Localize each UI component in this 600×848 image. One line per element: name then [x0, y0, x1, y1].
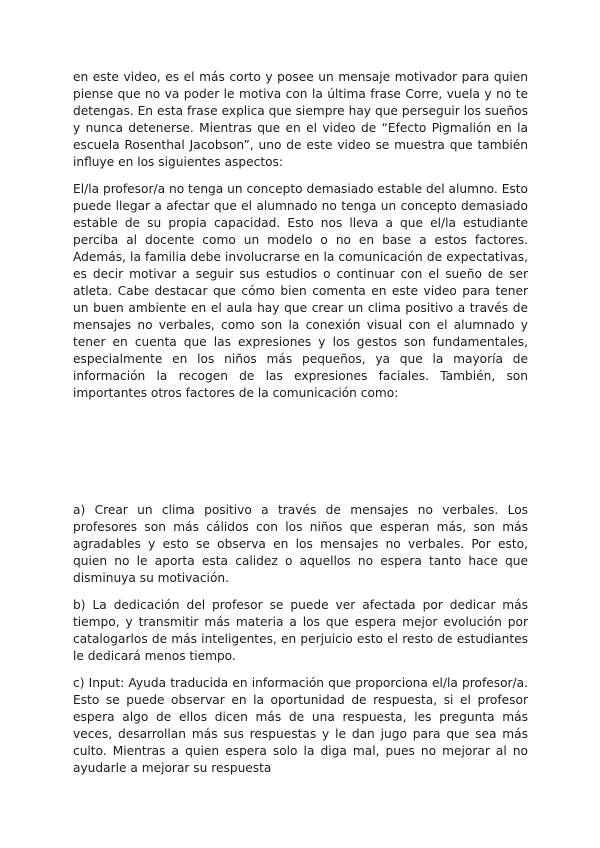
- paragraph-video-intro: en este video, es el más corto y posee un mensaje motivador para quien piense que no va poder le motiva con la última frase Corre, vuela y no te detengas. En esta frase explica que siempre hay que perseguir los sueños y nunca detenerse. Mientras que en el video de “Efecto Pigmalión en la escuela Rosenthal Jacobson”, uno de este video se muestra que también influye en los siguientes aspectos:: [73, 70, 528, 169]
- document-page: [73, 69, 528, 787]
- paragraph-item-b: b) La dedicación del profesor se puede ver afectada por dedicar más tiempo, y transmitir más materia a los que espera mejor evolución por catalogarlos de más inteligentes, en perjuicio esto el resto de estudiantes le dedicará menos tiempo.: [73, 598, 528, 663]
- paragraph-item-c: c) Input: Ayuda traducida en información que proporciona el/la profesor/a. Esto se puede observar en la oportunidad de respuesta, si el profesor espera algo de ellos dicen más de una respuesta, les pregunta más veces, desarrollan más sus respuestas y le dan jugo para que sea más culto. Mientras a quien espera solo la diga mal, pues no mejorar al no ayudarle a mejorar su respuesta: [73, 676, 528, 775]
- paragraph-item-a: a) Crear un clima positivo a través de mensajes no verbales. Los profesores son más cálidos con los niños que esperan más, son más agradables y esto se observa en los mensajes no verbales. Por esto, quien no le aporta esta calidez o aquellos no espera tanto hace que disminuya su motivación.: [73, 503, 528, 585]
- paragraph-teacher-concept: El/la profesor/a no tenga un concepto demasiado estable del alumno. Esto puede llegar a afectar que el alumnado no tenga un concepto demasiado estable de su propia capacidad. Esto nos lleva a que el/la estudiante perciba al docente como un modelo o no en base a estos factores. Además, la familia debe involucrarse en la comunicación de expectativas, es decir motivar a seguir sus estudios o continuar con el sueño de ser atleta. Cabe destacar que cómo bien comenta en este video para tener un buen ambiente en el aula hay que crear un clima positivo a través de mensajes no verbales, como son la conexión visual con el alumnado y tener en cuenta que las expresiones y los gestos son fundamentales, especialmente en los niños más pequeños, ya que la mayoría de información la recogen de las expresiones faciales. También, son importantes otros factores de la comunicación como:: [73, 182, 528, 400]
